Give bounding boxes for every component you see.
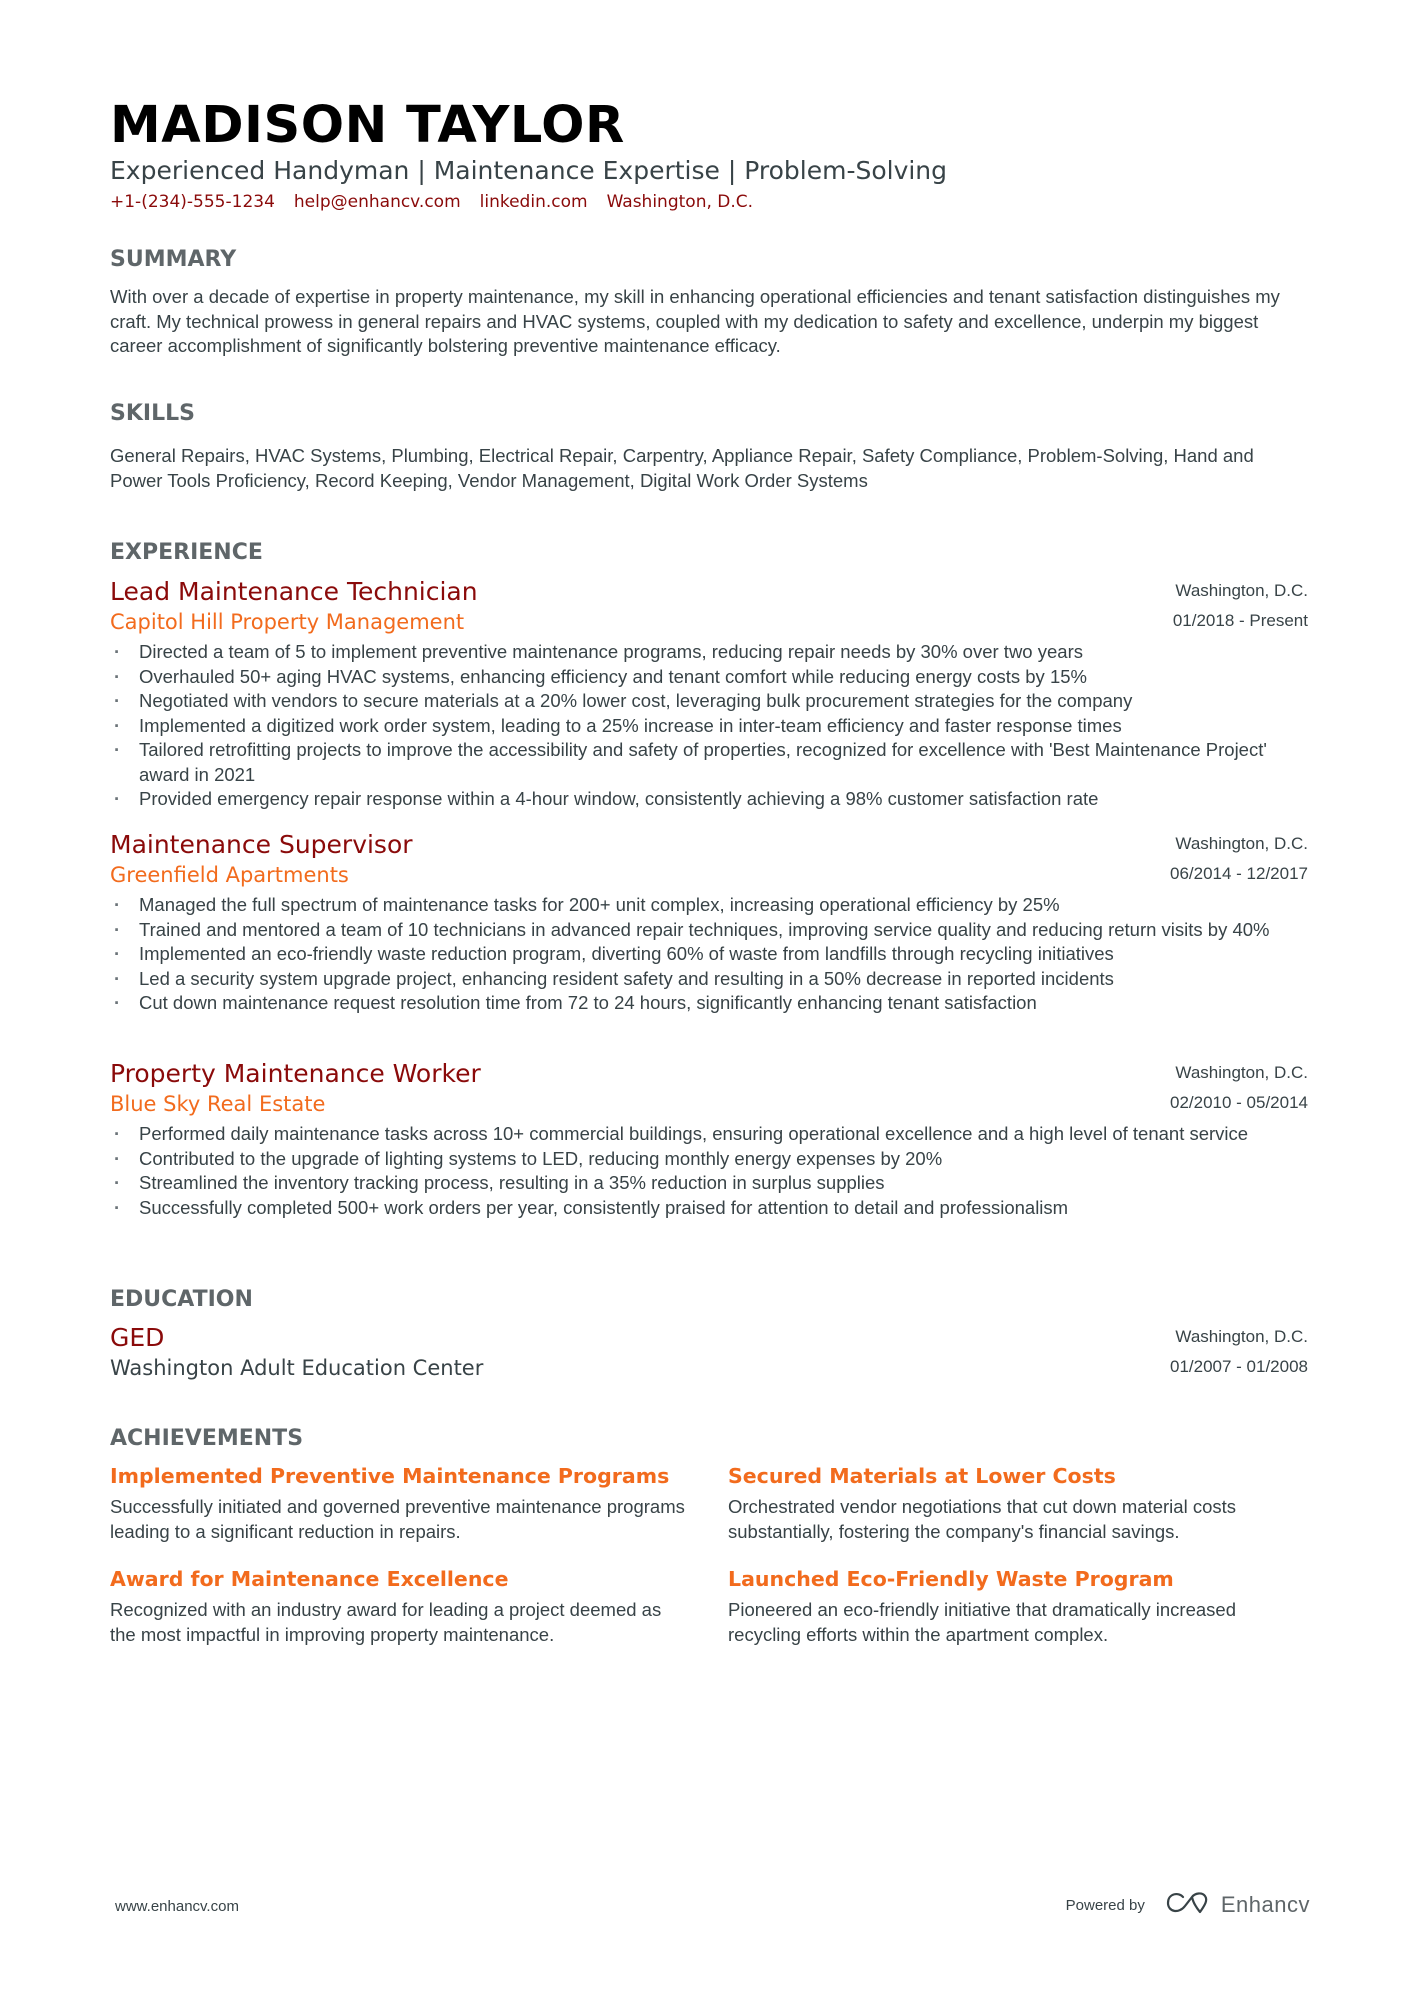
company-name: Capitol Hill Property Management (110, 610, 465, 634)
job-title: Maintenance Supervisor (110, 830, 413, 859)
company-name: Greenfield Apartments (110, 863, 349, 887)
achievement-description: Pioneered an eco-friendly initiative that dramatically increased recycling efforts within the apartment complex. (728, 1599, 1236, 1645)
experience-entry (110, 829, 1308, 1016)
education-entry (110, 1322, 1308, 1382)
bullet-item: · Performed daily maintenance tasks across 10+ commercial buildings, ensuring operational excellence and a high level of tenant service (110, 1122, 1308, 1147)
job-title: Property Maintenance Worker (110, 1059, 481, 1088)
linkedin-link[interactable]: linkedin.com (479, 192, 588, 212)
job-location: Washington, D.C. (1175, 1063, 1308, 1082)
achievement-item (728, 1564, 1308, 1647)
enhancv-logo-icon (1165, 1890, 1211, 1920)
bullet-item: · Implemented a digitized work order system, leading to a 25% increase in inter-team efficiency and faster response times (110, 714, 1308, 739)
enhancv-brand-link[interactable] (1165, 1890, 1310, 1920)
job-dates: 01/2018 - Present (1172, 611, 1308, 630)
achievement-title: Secured Materials at Lower Costs (728, 1464, 1116, 1488)
education-location: Washington, D.C. (1175, 1327, 1308, 1346)
bullet-item: · Led a security system upgrade project, enhancing resident safety and resulting in a 50% decrease in reported incidents (110, 967, 1308, 992)
bullet-item: · Managed the full spectrum of maintenance tasks for 200+ unit complex, increasing operational efficiency by 25% (110, 893, 1308, 918)
job-meta (1170, 829, 1308, 889)
bullet-item: · Successfully completed 500+ work orders per year, consistently praised for attention to detail and professionalism (110, 1196, 1308, 1221)
job-dates: 06/2014 - 12/2017 (1169, 864, 1308, 883)
job-dates: 02/2010 - 05/2014 (1169, 1093, 1308, 1112)
location: Washington, D.C. (606, 192, 754, 212)
skills-heading: SKILLS (110, 401, 195, 426)
contact-info (110, 190, 753, 214)
summary-text: With over a decade of expertise in property maintenance, my skill in enhancing operational efficiencies and tenant satisfaction distinguishes my craft. My technical prowess in general repairs and HVAC systems, coupled with my dedication to safety and excellence, underpin my biggest career accomplishment of significantly bolstering preventive maintenance efficacy. (110, 286, 1280, 356)
job-title: Lead Maintenance Technician (110, 577, 478, 606)
school-name: Washington Adult Education Center (110, 1356, 484, 1380)
achievement-description: Orchestrated vendor negotiations that cut down material costs substantially, fostering the company's financial savings. (728, 1496, 1236, 1542)
bullet-item: · Provided emergency repair response within a 4-hour window, consistently achieving a 98% customer satisfaction rate (110, 787, 1308, 812)
job-meta (1173, 576, 1308, 636)
powered-by-label: Powered by (1065, 1896, 1145, 1914)
phone-number[interactable]: +1-(234)-555-1234 (110, 192, 275, 212)
achievements-heading: ACHIEVEMENTS (110, 1426, 304, 1451)
experience-entry (110, 576, 1308, 812)
education-dates: 01/2007 - 01/2008 (1169, 1357, 1308, 1376)
footer-website-link[interactable]: www.enhancv.com (115, 1898, 239, 1915)
achievement-item (728, 1461, 1308, 1544)
education-heading: EDUCATION (110, 1287, 253, 1312)
job-bullets (110, 893, 1308, 1016)
bullet-item: · Streamlined the inventory tracking process, resulting in a 35% reduction in surplus supplies (110, 1171, 1308, 1196)
summary-heading: SUMMARY (110, 247, 237, 272)
footer-powered-by (1066, 1890, 1310, 1920)
achievement-description: Recognized with an industry award for leading a project deemed as the most impactful in improving property maintenance. (110, 1599, 662, 1645)
job-location: Washington, D.C. (1175, 834, 1308, 853)
bullet-item: · Tailored retrofitting projects to improve the accessibility and safety of properties, recognized for excellence with 'Best Maintenance Project' award in 2021 (110, 738, 1308, 787)
bullet-item: · Implemented an eco-friendly waste reduction program, diverting 60% of waste from landfills through recycling initiatives (110, 942, 1308, 967)
experience-heading: EXPERIENCE (110, 540, 263, 565)
company-name: Blue Sky Real Estate (110, 1092, 326, 1116)
achievement-description: Successfully initiated and governed preventive maintenance programs leading to a significant reduction in repairs. (110, 1496, 685, 1542)
achievement-item (110, 1564, 690, 1647)
degree: GED (110, 1323, 165, 1352)
bullet-item: · Contributed to the upgrade of lighting systems to LED, reducing monthly energy expenses by 20% (110, 1147, 1308, 1172)
achievement-title: Launched Eco-Friendly Waste Program (728, 1567, 1174, 1591)
achievement-title: Award for Maintenance Excellence (110, 1567, 509, 1591)
achievement-item (110, 1461, 690, 1544)
brand-name: Enhancv (1220, 1892, 1310, 1917)
job-bullets (110, 640, 1308, 812)
experience-entry (110, 1058, 1308, 1220)
achievement-title: Implemented Preventive Maintenance Programs (110, 1464, 670, 1488)
job-bullets (110, 1122, 1308, 1220)
job-location: Washington, D.C. (1175, 581, 1308, 600)
bullet-item: · Trained and mentored a team of 10 technicians in advanced repair techniques, improving service quality and reducing return visits by 40% (110, 918, 1308, 943)
bullet-item: · Cut down maintenance request resolution time from 72 to 24 hours, significantly enhancing tenant satisfaction (110, 991, 1308, 1016)
bullet-item: · Directed a team of 5 to implement preventive maintenance programs, reducing repair needs by 30% over two years (110, 640, 1308, 665)
headline: Experienced Handyman | Maintenance Expertise | Problem-Solving (110, 156, 948, 185)
skills-text: General Repairs, HVAC Systems, Plumbing, Electrical Repair, Carpentry, Appliance Repair, Safety Compliance, Problem-Solving, Hand and Power Tools Proficiency, Record Keeping, Vendor Management, Digital Work Order Systems (110, 445, 1254, 491)
job-meta (1170, 1058, 1308, 1118)
candidate-name: MADISON TAYLOR (110, 96, 625, 155)
email-link[interactable]: help@enhancv.com (293, 192, 461, 212)
bullet-item: · Negotiated with vendors to secure materials at a 20% lower cost, leveraging bulk procurement strategies for the company (110, 689, 1308, 714)
bullet-item: · Overhauled 50+ aging HVAC systems, enhancing efficiency and tenant comfort while reducing energy costs by 15% (110, 665, 1308, 690)
education-meta (1170, 1322, 1308, 1382)
